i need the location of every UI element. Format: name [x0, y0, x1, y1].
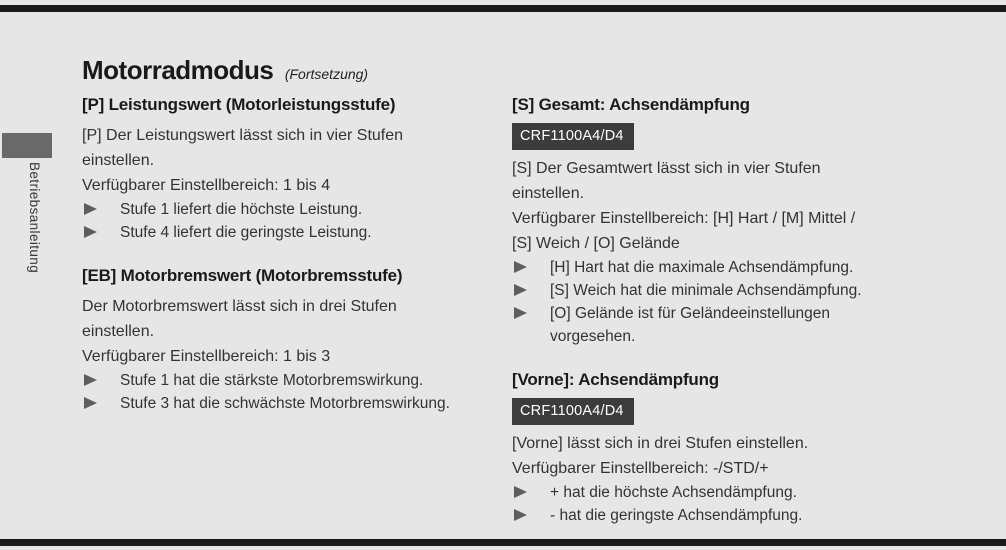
bullet-line: - hat die geringste Achsendämpfung. — [550, 507, 803, 524]
sidebar-chapter-label: Betriebsanleitung — [27, 162, 42, 274]
bullet-line: Stufe 3 hat die schwächste Motorbremswirkung. — [120, 395, 450, 412]
bullet-text — [120, 369, 423, 392]
section-heading: [Vorne]: Achsendämpfung — [512, 370, 719, 389]
bullet-item — [512, 481, 982, 504]
bullet-text — [550, 504, 802, 527]
bullet-arrow-icon — [84, 397, 97, 409]
text-line: [P] Der Leistungswert lässt sich in vier Stufen — [82, 127, 404, 144]
bullet-line: Stufe 1 hat die stärkste Motorbremswirkung. — [120, 372, 424, 389]
text-line: Verfügbarer Einstellbereich: 1 bis 4 — [82, 177, 331, 194]
bullet-line: vorgesehen. — [550, 328, 636, 345]
text-line: Der Motorbremswert lässt sich in drei Stufen — [82, 298, 397, 315]
sidebar-chapter-tab — [2, 133, 52, 158]
right-column — [512, 94, 982, 527]
top-edge-bar — [0, 5, 1006, 12]
text-line: [Vorne] lässt sich in drei Stufen einstellen. — [512, 435, 809, 452]
bullet-arrow-icon — [84, 226, 97, 238]
model-badge-row — [512, 123, 982, 150]
text-line: einstellen. — [512, 185, 585, 202]
bullet-line: Stufe 1 liefert die höchste Leistung. — [120, 201, 363, 218]
bullet-text — [550, 481, 797, 504]
bullet-arrow-icon — [514, 307, 527, 319]
section-heading: [P] Leistungswert (Motorleistungsstufe) — [82, 95, 396, 114]
text-line: einstellen. — [82, 323, 155, 340]
bullet-item — [512, 504, 982, 527]
section-engine-brake — [82, 265, 492, 415]
bullet-item — [82, 392, 492, 415]
model-badge: CRF1100A4/D4 — [512, 398, 634, 425]
bullet-arrow-icon — [514, 486, 527, 498]
bullet-text — [550, 256, 853, 279]
text-line: Verfügbarer Einstellbereich: 1 bis 3 — [82, 348, 331, 365]
section-power-level — [82, 94, 492, 244]
section-heading: [S] Gesamt: Achsendämpfung — [512, 95, 750, 114]
bullet-item — [82, 198, 492, 221]
model-badge: CRF1100A4/D4 — [512, 123, 634, 150]
model-badge-row — [512, 398, 982, 425]
page-title-continuation: (Fortsetzung) — [284, 66, 369, 82]
text-line: [S] Der Gesamtwert lässt sich in vier Stufen — [512, 160, 821, 177]
bullet-item — [512, 302, 982, 348]
bullet-text — [120, 198, 362, 221]
text-line: einstellen. — [82, 152, 155, 169]
page-header — [82, 55, 368, 86]
bottom-edge-bar — [0, 539, 1006, 546]
bullet-item — [512, 256, 982, 279]
bullet-text — [550, 302, 830, 348]
page-title: Motorradmodus — [82, 55, 274, 85]
bullet-arrow-icon — [514, 261, 527, 273]
bullet-text — [120, 221, 372, 244]
bullet-line: + hat die höchste Achsendämpfung. — [550, 484, 797, 501]
bullet-item — [82, 369, 492, 392]
bullet-text — [120, 392, 450, 415]
bullet-arrow-icon — [514, 509, 527, 521]
section-heading: [EB] Motorbremswert (Motorbremsstufe) — [82, 266, 403, 285]
bullet-line: [H] Hart hat die maximale Achsendämpfung. — [550, 259, 854, 276]
bullet-item — [82, 221, 492, 244]
bullet-line: [O] Gelände ist für Geländeeinstellungen — [550, 305, 831, 322]
left-column — [82, 94, 492, 415]
text-line: [S] Weich / [O] Gelände — [512, 235, 680, 252]
section-overall-damping — [512, 94, 982, 348]
bullet-arrow-icon — [84, 374, 97, 386]
section-front-damping — [512, 369, 982, 527]
bullet-line: Stufe 4 liefert die geringste Leistung. — [120, 224, 372, 241]
bullet-arrow-icon — [84, 203, 97, 215]
bullet-text — [550, 279, 862, 302]
text-line: Verfügbarer Einstellbereich: -/STD/+ — [512, 460, 769, 477]
text-line: Verfügbarer Einstellbereich: [H] Hart / [M] Mittel / — [512, 210, 856, 227]
bullet-item — [512, 279, 982, 302]
bullet-line: [S] Weich hat die minimale Achsendämpfung. — [550, 282, 862, 299]
bullet-arrow-icon — [514, 284, 527, 296]
